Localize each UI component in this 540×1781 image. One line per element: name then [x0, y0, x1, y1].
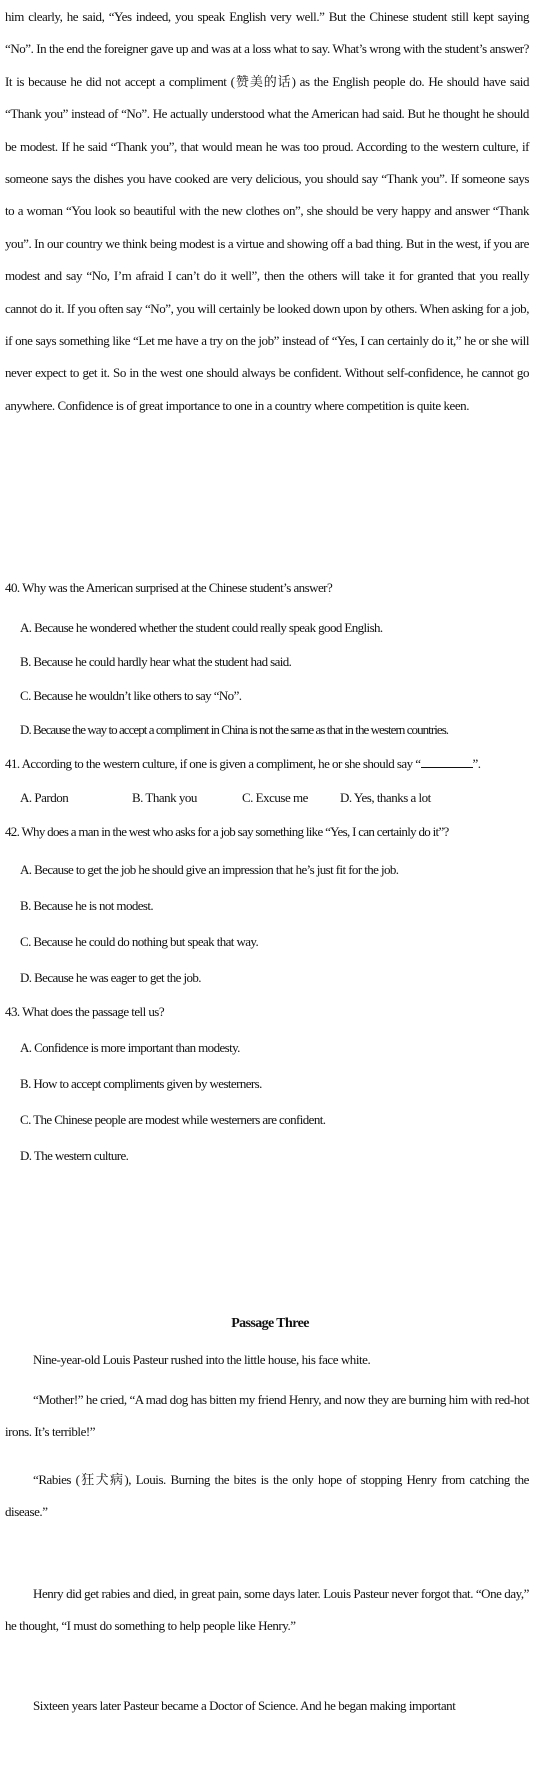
question-42-option-c: C. Because he could do nothing but speak that way. — [20, 934, 259, 949]
question-43-option-d: D. The western culture. — [20, 1148, 129, 1163]
question-40-option-a: A. Because he wondered whether the student could really speak good English. — [20, 620, 383, 635]
question-41-option-b: B. Thank you — [132, 790, 197, 805]
question-41-option-d: D. Yes, thanks a lot — [340, 790, 431, 805]
question-40-stem: 40. Why was the American surprised at the Chinese student’s answer? — [5, 580, 333, 595]
question-41-stem-text: 41. According to the western culture, if one is given a compliment, he or she should say “ — [5, 756, 421, 771]
passage-three-paragraph-1: Nine-year-old Louis Pasteur rushed into the little house, his face white. — [33, 1352, 371, 1367]
question-41-option-a: A. Pardon — [20, 790, 69, 805]
question-41-stem — [5, 754, 533, 774]
question-40-option-d: D. Because the way to accept a compliment in China is not the same as that in the western countries. — [20, 722, 449, 737]
question-41-option-c: C. Excuse me — [242, 790, 308, 805]
question-43-option-c: C. The Chinese people are modest while westerners are confident. — [20, 1112, 326, 1127]
question-40-option-b: B. Because he could hardly hear what the student had said. — [20, 654, 292, 669]
passage-three-paragraph-5: Sixteen years later Pasteur became a Doctor of Science. And he began making important — [33, 1698, 456, 1713]
question-42-stem: 42. Why does a man in the west who asks for a job say something like “Yes, I can certainly do it”? — [5, 824, 449, 839]
passage-three-paragraph-2: “Mother!” he cried, “A mad dog has bitten my friend Henry, and now they are burning him with red-hot irons. It’s terrible!” — [5, 1392, 529, 1440]
question-41-stem-end: ”. — [472, 756, 481, 771]
question-42-option-a: A. Because to get the job he should give an impression that he’s just fit for the job. — [20, 862, 399, 877]
passage-two-text: him clearly, he said, “Yes indeed, you speak English very well.” But the Chinese student still kept saying “No”. In the end the foreigner gave up and was at a loss what to say. What’s wrong with the student’s answer? It is because he did not accept a compliment (赞美的话) as the English people do. He should have said “Thank you” instead of “No”. He actually understood what the American had said. But he thought he should be modest. If he said “Thank you”, that would mean he was too proud. According to the western culture, if someone says the dishes you have cooked are very delicious, you should say “Thank you”. If someone says to a woman “You look so beautiful with the new clothes on”, she should be very happy and answer “Thank you”. In our country we think being modest is a virtue and showing off a bad thing. But in the west, if you are modest and say “No, I’m afraid I can’t do it well”, then the others will take it for granted that you really cannot do it. If you often say “No”, you will certainly be looked down upon by others. When asking for a job, if one says something like “Let me have a try on the job” instead of “Yes, I can certainly do it,” he or she will never expect to get it. So in the west one should always be confident. Without self-confidence, he cannot go anywhere. Confidence is of great importance to one in a country where competition is quite keen. — [5, 9, 529, 413]
question-40-option-c: C. Because he wouldn’t like others to say “No”. — [20, 688, 242, 703]
passage-three-paragraph-4: Henry did get rabies and died, in great pain, some days later. Louis Pasteur never forgot that. “One day,” he thought, “I must do something to help people like Henry.” — [5, 1586, 529, 1634]
question-42-option-b: B. Because he is not modest. — [20, 898, 154, 913]
question-42-option-d: D. Because he was eager to get the job. — [20, 970, 201, 985]
question-43-option-a: A. Confidence is more important than modesty. — [20, 1040, 240, 1055]
question-41-options — [0, 788, 540, 808]
passage-three-title: Passage Three — [231, 1316, 309, 1331]
passage-three-paragraph-3: “Rabies (狂犬病), Louis. Burning the bites is the only hope of stopping Henry from catching the disease.” — [5, 1472, 529, 1520]
answer-blank — [421, 755, 473, 768]
question-43-option-b: B. How to accept compliments given by westerners. — [20, 1076, 262, 1091]
question-43-stem: 43. What does the passage tell us? — [5, 1004, 165, 1019]
